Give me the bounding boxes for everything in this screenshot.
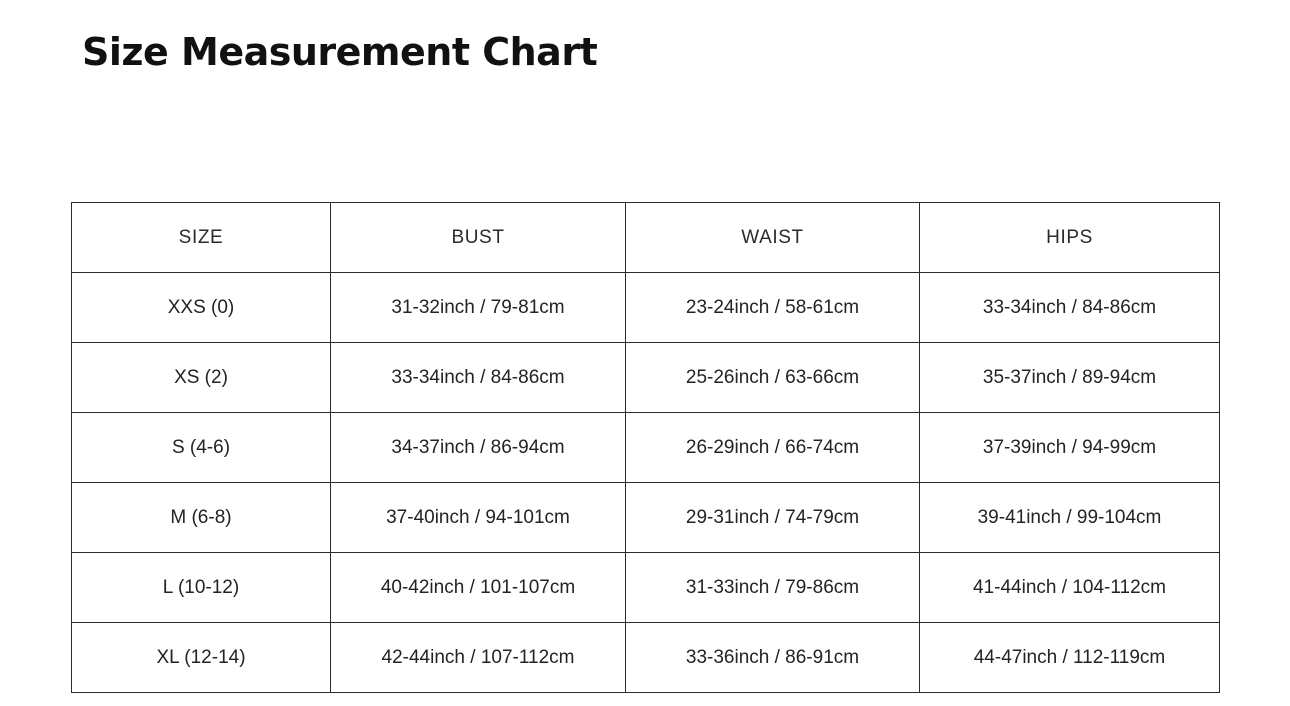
table-row: [72, 483, 1220, 553]
column-header-size: SIZE: [72, 203, 331, 273]
cell-bust: 33-34inch / 84-86cm: [331, 343, 626, 413]
table-header-row: [72, 203, 1220, 273]
table-header: [72, 203, 1220, 273]
table-body: [72, 273, 1220, 693]
cell-size: M (6-8): [72, 483, 331, 553]
cell-hips: 39-41inch / 99-104cm: [920, 483, 1220, 553]
cell-bust: 40-42inch / 101-107cm: [331, 553, 626, 623]
cell-size: L (10-12): [72, 553, 331, 623]
table-row: [72, 273, 1220, 343]
cell-hips: 33-34inch / 84-86cm: [920, 273, 1220, 343]
cell-size: S (4-6): [72, 413, 331, 483]
column-header-hips: HIPS: [920, 203, 1220, 273]
cell-bust: 42-44inch / 107-112cm: [331, 623, 626, 693]
cell-hips: 41-44inch / 104-112cm: [920, 553, 1220, 623]
table-row: [72, 413, 1220, 483]
cell-bust: 31-32inch / 79-81cm: [331, 273, 626, 343]
table-row: [72, 343, 1220, 413]
cell-hips: 37-39inch / 94-99cm: [920, 413, 1220, 483]
column-header-waist: WAIST: [626, 203, 920, 273]
cell-hips: 44-47inch / 112-119cm: [920, 623, 1220, 693]
size-measurement-table: [71, 202, 1220, 693]
size-chart-container: [71, 202, 1219, 693]
cell-hips: 35-37inch / 89-94cm: [920, 343, 1220, 413]
cell-bust: 34-37inch / 86-94cm: [331, 413, 626, 483]
table-row: [72, 623, 1220, 693]
cell-bust: 37-40inch / 94-101cm: [331, 483, 626, 553]
cell-size: XS (2): [72, 343, 331, 413]
table-row: [72, 553, 1220, 623]
cell-size: XXS (0): [72, 273, 331, 343]
page-title: Size Measurement Chart: [82, 30, 598, 74]
column-header-bust: BUST: [331, 203, 626, 273]
cell-waist: 33-36inch / 86-91cm: [626, 623, 920, 693]
cell-waist: 26-29inch / 66-74cm: [626, 413, 920, 483]
cell-waist: 29-31inch / 74-79cm: [626, 483, 920, 553]
cell-waist: 25-26inch / 63-66cm: [626, 343, 920, 413]
cell-waist: 23-24inch / 58-61cm: [626, 273, 920, 343]
cell-waist: 31-33inch / 79-86cm: [626, 553, 920, 623]
cell-size: XL (12-14): [72, 623, 331, 693]
